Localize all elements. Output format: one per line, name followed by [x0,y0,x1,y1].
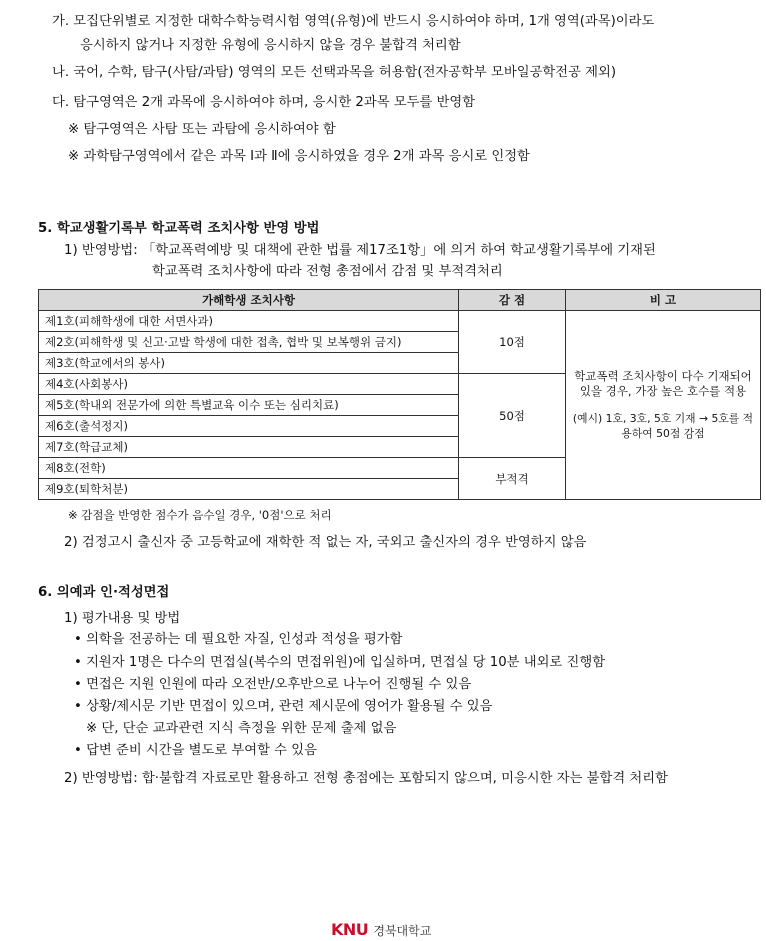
deduction-ineligible: 부적격 [459,458,566,500]
header-action: 가해학생 조치사항 [39,290,459,311]
table-note: ※ 감점을 반영한 점수가 음수일 경우, '0점'으로 처리 [68,508,332,522]
university-logo [331,920,431,939]
rule-na: 나. 국어, 수학, 탐구(사탐/과탐) 영역의 모든 선택과목을 허용함(전자공학부 모바일공학전공 제외) [52,65,617,80]
section6-sub2: 2) 반영방법: 합·불합격 자료로만 활용하고 전형 총점에는 포함되지 않으며, 미응시한 자는 불합격 처리함 [64,771,668,786]
rule-note-2: ※ 과학탐구영역에서 같은 과목 Ⅰ과 Ⅱ에 응시하였을 경우 2개 과목 응시로 인정함 [68,149,530,164]
rule-ga-line2: 응시하지 않거나 지정한 유형에 응시하지 않을 경우 불합격 처리함 [80,38,461,53]
interview-bullet-1: • 의학을 전공하는 데 필요한 자질, 인성과 적성을 평가함 [74,632,403,647]
remark-example: (예시) 1호, 3호, 5호 기재 → 5호를 적용하여 50점 감점 [572,412,754,440]
section5-method-line2: 학교폭력 조치사항에 따라 전형 총점에서 감점 및 부적격처리 [152,264,503,279]
university-name: 경북대학교 [373,924,432,938]
table-header-row [39,290,761,311]
table-row [39,311,761,332]
action-item-4: 제4호(사회봉사) [39,374,459,395]
action-item-7: 제7호(학급교체) [39,437,459,458]
interview-bullet-5: • 답변 준비 시간을 별도로 부여할 수 있음 [74,743,317,758]
interview-bullet-3: • 면접은 지원 인원에 따라 오전반/오후반으로 나누어 진행될 수 있음 [74,677,472,692]
rule-ga-line1: 가. 모집단위별로 지정한 대학수학능력시험 영역(유형)에 반드시 응시하여야 하며, 1개 영역(과목)이라도 [52,14,655,29]
deduction-50: 50점 [459,374,566,458]
remark-rule: 학교폭력 조치사항이 다수 기재되어 있을 경우, 가장 높은 호수를 적용 [574,369,752,398]
action-item-9: 제9호(퇴학처분) [39,479,459,500]
interview-bullet-4: • 상황/제시문 기반 면접이 있으며, 관련 제시문에 영어가 활용될 수 있음 [74,699,493,714]
action-item-6: 제6호(출석정지) [39,416,459,437]
section5-item2: 2) 검정고시 출신자 중 고등학교에 재학한 적 없는 자, 국외고 출신자의 경우 반영하지 않음 [64,535,587,550]
discipline-table [38,289,761,500]
remark-cell [566,311,761,500]
action-item-5: 제5호(학내외 전문가에 의한 특별교육 이수 또는 심리치료) [39,395,459,416]
section6-sub1: 1) 평가내용 및 방법 [64,611,181,626]
header-remark: 비 고 [566,290,761,311]
section6-title: 6. 의예과 인·적성면접 [38,585,170,600]
knu-logo-mark: KNU [331,920,369,939]
section5-title: 5. 학교생활기록부 학교폭력 조치사항 반영 방법 [38,221,320,236]
interview-bullet-note: ※ 단, 단순 교과관련 지식 측정을 위한 문제 출제 없음 [86,721,397,736]
rule-da: 다. 탐구영역은 2개 과목에 응시하여야 하며, 응시한 2과목 모두를 반영함 [52,95,476,110]
action-item-2: 제2호(피해학생 및 신고·고발 학생에 대한 접촉, 협박 및 보복행위 금지) [39,332,459,353]
deduction-10: 10점 [459,311,566,374]
action-item-1: 제1호(피해학생에 대한 서면사과) [39,311,459,332]
action-item-8: 제8호(전학) [39,458,459,479]
interview-bullet-2: • 지원자 1명은 다수의 면접실(복수의 면접위원)에 입실하며, 면접실 당 10분 내외로 진행함 [74,655,606,670]
section5-method-line1: 1) 반영방법: 「학교폭력예방 및 대책에 관한 법률 제17조1항」에 의거 하여 학교생활기록부에 기재된 [64,243,656,258]
header-deduction: 감 점 [459,290,566,311]
rule-note-1: ※ 탐구영역은 사탐 또는 과탐에 응시하여야 함 [68,122,336,137]
action-item-3: 제3호(학교에서의 봉사) [39,353,459,374]
